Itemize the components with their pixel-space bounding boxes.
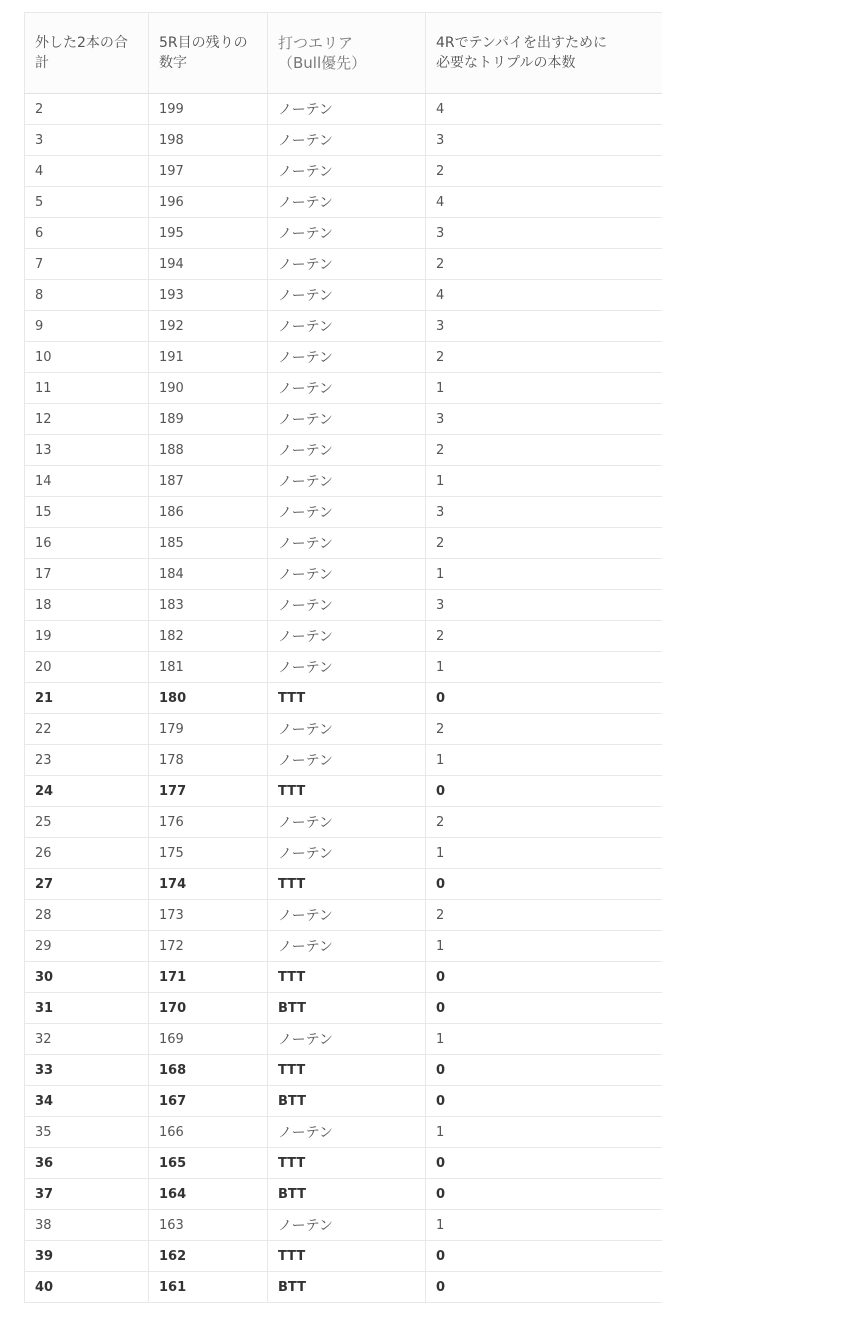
cell-triples-needed: 2 — [426, 714, 662, 745]
cell-missed-sum: 20 — [25, 652, 149, 683]
cell-triples-needed: 0 — [426, 1179, 662, 1210]
cell-triples-needed: 1 — [426, 466, 662, 497]
cell-target-area: TTT — [268, 1241, 426, 1272]
cell-target-area: ノーテン — [268, 404, 426, 435]
cell-target-area: ノーテン — [268, 559, 426, 590]
table-row — [25, 683, 662, 714]
cell-triples-needed: 3 — [426, 218, 662, 249]
cell-remaining-number: 168 — [149, 1055, 268, 1086]
table-row — [25, 931, 662, 962]
cell-triples-needed: 0 — [426, 962, 662, 993]
cell-remaining-number: 165 — [149, 1148, 268, 1179]
table-row — [25, 342, 662, 373]
cell-remaining-number: 174 — [149, 869, 268, 900]
cell-remaining-number: 188 — [149, 435, 268, 466]
cell-triples-needed: 3 — [426, 404, 662, 435]
cell-target-area: ノーテン — [268, 714, 426, 745]
cell-missed-sum: 32 — [25, 1024, 149, 1055]
cell-remaining-number: 185 — [149, 528, 268, 559]
cell-triples-needed: 1 — [426, 1117, 662, 1148]
cell-missed-sum: 26 — [25, 838, 149, 869]
cell-remaining-number: 175 — [149, 838, 268, 869]
cell-triples-needed: 0 — [426, 869, 662, 900]
tenpai-table — [24, 12, 662, 1303]
table-row — [25, 652, 662, 683]
cell-triples-needed: 0 — [426, 993, 662, 1024]
cell-missed-sum: 35 — [25, 1117, 149, 1148]
cell-triples-needed: 2 — [426, 342, 662, 373]
cell-remaining-number: 195 — [149, 218, 268, 249]
table-row — [25, 404, 662, 435]
cell-triples-needed: 1 — [426, 1210, 662, 1241]
cell-missed-sum: 8 — [25, 280, 149, 311]
cell-remaining-number: 199 — [149, 94, 268, 125]
cell-triples-needed: 1 — [426, 373, 662, 404]
cell-triples-needed: 1 — [426, 838, 662, 869]
cell-target-area: BTT — [268, 993, 426, 1024]
cell-triples-needed: 1 — [426, 559, 662, 590]
table-row — [25, 776, 662, 807]
cell-remaining-number: 171 — [149, 962, 268, 993]
cell-remaining-number: 164 — [149, 1179, 268, 1210]
cell-target-area: TTT — [268, 1148, 426, 1179]
cell-target-area: TTT — [268, 1055, 426, 1086]
table-row — [25, 466, 662, 497]
cell-remaining-number: 178 — [149, 745, 268, 776]
cell-remaining-number: 191 — [149, 342, 268, 373]
cell-missed-sum: 21 — [25, 683, 149, 714]
cell-target-area: BTT — [268, 1086, 426, 1117]
table-row — [25, 187, 662, 218]
cell-missed-sum: 18 — [25, 590, 149, 621]
table-row — [25, 528, 662, 559]
cell-missed-sum: 25 — [25, 807, 149, 838]
cell-target-area: ノーテン — [268, 156, 426, 187]
cell-target-area: ノーテン — [268, 590, 426, 621]
table-row — [25, 1241, 662, 1272]
cell-target-area: BTT — [268, 1272, 426, 1303]
cell-triples-needed: 4 — [426, 187, 662, 218]
cell-remaining-number: 190 — [149, 373, 268, 404]
table-row — [25, 993, 662, 1024]
cell-missed-sum: 12 — [25, 404, 149, 435]
cell-target-area: ノーテン — [268, 931, 426, 962]
cell-missed-sum: 34 — [25, 1086, 149, 1117]
table-row — [25, 745, 662, 776]
cell-remaining-number: 189 — [149, 404, 268, 435]
cell-remaining-number: 177 — [149, 776, 268, 807]
cell-remaining-number: 179 — [149, 714, 268, 745]
cell-missed-sum: 7 — [25, 249, 149, 280]
cell-missed-sum: 23 — [25, 745, 149, 776]
cell-target-area: TTT — [268, 776, 426, 807]
table-row — [25, 249, 662, 280]
cell-target-area: ノーテン — [268, 435, 426, 466]
cell-remaining-number: 197 — [149, 156, 268, 187]
cell-target-area: ノーテン — [268, 652, 426, 683]
cell-missed-sum: 39 — [25, 1241, 149, 1272]
header-missed-sum: 外した2本の合 計 — [25, 13, 149, 94]
cell-remaining-number: 196 — [149, 187, 268, 218]
cell-triples-needed: 3 — [426, 311, 662, 342]
cell-triples-needed: 0 — [426, 1241, 662, 1272]
cell-target-area: BTT — [268, 1179, 426, 1210]
cell-missed-sum: 33 — [25, 1055, 149, 1086]
cell-remaining-number: 194 — [149, 249, 268, 280]
cell-target-area: ノーテン — [268, 745, 426, 776]
cell-target-area: ノーテン — [268, 342, 426, 373]
cell-remaining-number: 181 — [149, 652, 268, 683]
cell-remaining-number: 193 — [149, 280, 268, 311]
cell-missed-sum: 28 — [25, 900, 149, 931]
cell-remaining-number: 166 — [149, 1117, 268, 1148]
cell-triples-needed: 0 — [426, 1055, 662, 1086]
table-row — [25, 1179, 662, 1210]
cell-remaining-number: 172 — [149, 931, 268, 962]
cell-target-area: ノーテン — [268, 94, 426, 125]
cell-remaining-number: 162 — [149, 1241, 268, 1272]
cell-triples-needed: 3 — [426, 497, 662, 528]
table-header-row — [25, 13, 662, 94]
cell-remaining-number: 184 — [149, 559, 268, 590]
table-row — [25, 714, 662, 745]
cell-missed-sum: 2 — [25, 94, 149, 125]
table-row — [25, 838, 662, 869]
table-row — [25, 962, 662, 993]
cell-missed-sum: 16 — [25, 528, 149, 559]
cell-triples-needed: 0 — [426, 1272, 662, 1303]
tenpai-table-container — [24, 12, 661, 1303]
cell-remaining-number: 161 — [149, 1272, 268, 1303]
cell-target-area: ノーテン — [268, 373, 426, 404]
table-row — [25, 435, 662, 466]
cell-remaining-number: 183 — [149, 590, 268, 621]
table-row — [25, 497, 662, 528]
cell-remaining-number: 182 — [149, 621, 268, 652]
cell-remaining-number: 176 — [149, 807, 268, 838]
table-body — [25, 94, 662, 1303]
cell-missed-sum: 9 — [25, 311, 149, 342]
cell-target-area: ノーテン — [268, 218, 426, 249]
cell-missed-sum: 13 — [25, 435, 149, 466]
cell-missed-sum: 36 — [25, 1148, 149, 1179]
cell-missed-sum: 6 — [25, 218, 149, 249]
table-row — [25, 559, 662, 590]
cell-triples-needed: 4 — [426, 280, 662, 311]
cell-missed-sum: 19 — [25, 621, 149, 652]
cell-triples-needed: 2 — [426, 156, 662, 187]
cell-triples-needed: 0 — [426, 683, 662, 714]
cell-remaining-number: 173 — [149, 900, 268, 931]
cell-missed-sum: 22 — [25, 714, 149, 745]
cell-triples-needed: 2 — [426, 621, 662, 652]
table-row — [25, 94, 662, 125]
cell-triples-needed: 3 — [426, 125, 662, 156]
table-row — [25, 1117, 662, 1148]
table-row — [25, 1086, 662, 1117]
cell-missed-sum: 5 — [25, 187, 149, 218]
cell-target-area: ノーテン — [268, 311, 426, 342]
cell-missed-sum: 24 — [25, 776, 149, 807]
cell-missed-sum: 27 — [25, 869, 149, 900]
cell-missed-sum: 40 — [25, 1272, 149, 1303]
cell-target-area: ノーテン — [268, 125, 426, 156]
cell-target-area: ノーテン — [268, 1024, 426, 1055]
cell-target-area: ノーテン — [268, 528, 426, 559]
table-row — [25, 373, 662, 404]
cell-target-area: TTT — [268, 869, 426, 900]
cell-remaining-number: 187 — [149, 466, 268, 497]
cell-triples-needed: 1 — [426, 652, 662, 683]
cell-triples-needed: 3 — [426, 590, 662, 621]
cell-triples-needed: 1 — [426, 1024, 662, 1055]
cell-target-area: ノーテン — [268, 900, 426, 931]
table-row — [25, 1024, 662, 1055]
cell-missed-sum: 30 — [25, 962, 149, 993]
table-row — [25, 1148, 662, 1179]
table-row — [25, 621, 662, 652]
header-remaining-number: 5R目の残りの 数字 — [149, 13, 268, 94]
cell-triples-needed: 1 — [426, 931, 662, 962]
cell-triples-needed: 2 — [426, 900, 662, 931]
table-row — [25, 590, 662, 621]
cell-triples-needed: 0 — [426, 776, 662, 807]
cell-triples-needed: 1 — [426, 745, 662, 776]
cell-missed-sum: 10 — [25, 342, 149, 373]
cell-target-area: ノーテン — [268, 187, 426, 218]
cell-target-area: ノーテン — [268, 1117, 426, 1148]
cell-missed-sum: 14 — [25, 466, 149, 497]
table-row — [25, 311, 662, 342]
cell-triples-needed: 2 — [426, 249, 662, 280]
cell-remaining-number: 167 — [149, 1086, 268, 1117]
table-row — [25, 869, 662, 900]
table-row — [25, 125, 662, 156]
table-row — [25, 807, 662, 838]
cell-missed-sum: 37 — [25, 1179, 149, 1210]
cell-target-area: TTT — [268, 683, 426, 714]
cell-remaining-number: 186 — [149, 497, 268, 528]
cell-missed-sum: 31 — [25, 993, 149, 1024]
cell-target-area: ノーテン — [268, 838, 426, 869]
cell-target-area: ノーテン — [268, 466, 426, 497]
header-triples-needed: 4Rでテンパイを出すために 必要なトリプルの本数 — [426, 13, 662, 94]
cell-missed-sum: 4 — [25, 156, 149, 187]
table-row — [25, 156, 662, 187]
cell-missed-sum: 15 — [25, 497, 149, 528]
table-row — [25, 1055, 662, 1086]
cell-missed-sum: 38 — [25, 1210, 149, 1241]
cell-missed-sum: 17 — [25, 559, 149, 590]
cell-target-area: ノーテン — [268, 1210, 426, 1241]
cell-target-area: TTT — [268, 962, 426, 993]
table-row — [25, 900, 662, 931]
cell-remaining-number: 169 — [149, 1024, 268, 1055]
cell-target-area: ノーテン — [268, 280, 426, 311]
table-row — [25, 1210, 662, 1241]
cell-triples-needed: 2 — [426, 435, 662, 466]
cell-target-area: ノーテン — [268, 497, 426, 528]
cell-remaining-number: 163 — [149, 1210, 268, 1241]
cell-triples-needed: 2 — [426, 528, 662, 559]
cell-missed-sum: 29 — [25, 931, 149, 962]
cell-target-area: ノーテン — [268, 249, 426, 280]
header-target-area: 打つエリア （Bull優先） — [268, 13, 426, 94]
cell-triples-needed: 4 — [426, 94, 662, 125]
cell-missed-sum: 3 — [25, 125, 149, 156]
cell-missed-sum: 11 — [25, 373, 149, 404]
cell-remaining-number: 198 — [149, 125, 268, 156]
table-row — [25, 1272, 662, 1303]
cell-remaining-number: 180 — [149, 683, 268, 714]
cell-triples-needed: 0 — [426, 1086, 662, 1117]
table-row — [25, 218, 662, 249]
cell-remaining-number: 170 — [149, 993, 268, 1024]
cell-target-area: ノーテン — [268, 621, 426, 652]
table-row — [25, 280, 662, 311]
cell-target-area: ノーテン — [268, 807, 426, 838]
cell-triples-needed: 0 — [426, 1148, 662, 1179]
cell-triples-needed: 2 — [426, 807, 662, 838]
cell-remaining-number: 192 — [149, 311, 268, 342]
